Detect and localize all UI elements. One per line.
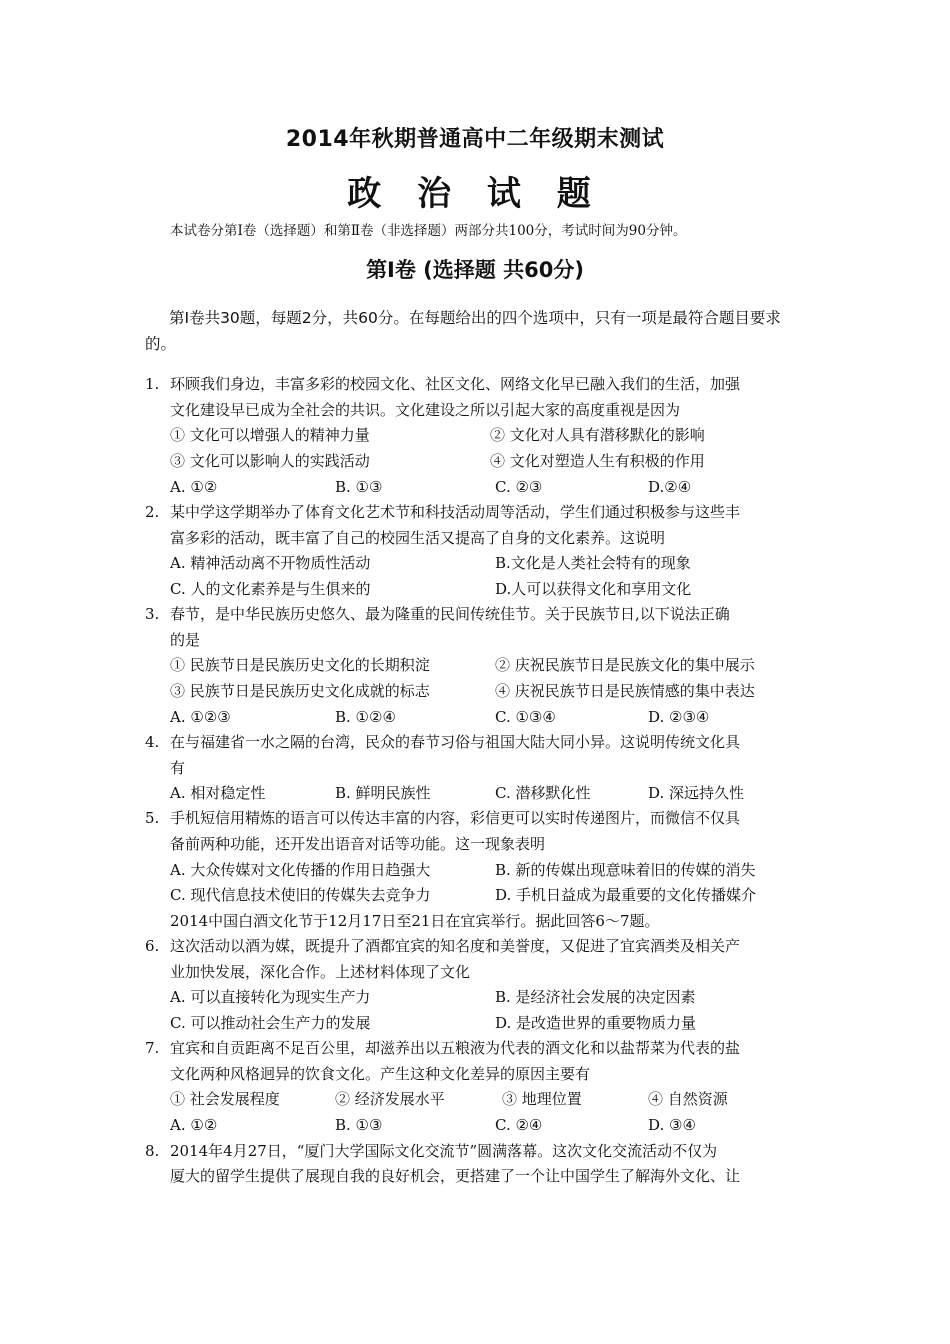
option-b: B. 是经济社会发展的决定因素 (495, 988, 696, 1006)
statement: ③ 地理位置 (502, 1090, 582, 1108)
section-instruction: 第Ⅰ卷共30题，每题2分，共60分。在每题给出的四个选项中，只有一项是最符合题目要求的。 (145, 309, 781, 353)
option-b: B. ①③ (335, 478, 383, 496)
question-stem: 厦大的留学生提供了展现自我的良好机会，更搭建了一个让中国学生了解海外文化、让 (170, 1167, 741, 1185)
question-number: 2. (145, 503, 160, 521)
statement: ③ 民族节日是民族历史文化成就的标志 (170, 682, 430, 700)
option-b: B.文化是人类社会特有的现象 (495, 554, 691, 572)
option-d: D.②④ (648, 478, 692, 496)
option-a: A. 精神活动离不开物质性活动 (170, 554, 371, 572)
question-stem: 手机短信用精炼的语言可以传达丰富的内容，彩信更可以实时传递图片，而微信不仅具 (170, 809, 741, 827)
option-b: B. ①③ (335, 1116, 383, 1134)
question-number: 4. (145, 733, 160, 751)
option-c: C. 可以推动社会生产力的发展 (170, 1014, 371, 1032)
question-stem: 文化两种风格迥异的饮食文化。产生这种文化差异的原因主要有 (170, 1065, 591, 1083)
option-a: A. ①② (170, 1116, 218, 1134)
option-b: B. 新的传媒出现意味着旧的传媒的消失 (495, 861, 756, 879)
question-stem: 备前两种功能，还开发出语音对话等功能。这一现象表明 (170, 835, 546, 853)
option-a: A. ①②③ (170, 708, 231, 726)
option-c: C. 人的文化素养是与生俱来的 (170, 580, 371, 598)
question-stem: 某中学这学期举办了体育文化艺术节和科技活动周等活动，学生们通过积极参与这些丰 (170, 503, 741, 521)
statement: ④ 自然资源 (648, 1090, 728, 1108)
question-number: 1. (145, 375, 160, 393)
question-stem: 春节，是中华民族历史悠久、最为隆重的民间传统佳节。关于民族节日,以下说法正确 (170, 605, 730, 623)
option-c: C. ②④ (495, 1116, 543, 1134)
question-stem: 有 (170, 759, 186, 777)
statement: ① 民族节日是民族历史文化的长期积淀 (170, 656, 430, 674)
subject-title: 政 治 试 题 (347, 174, 603, 214)
option-b: B. ①②④ (335, 708, 396, 726)
question-number: 8. (145, 1142, 160, 1160)
option-a: A. 相对稳定性 (170, 784, 266, 802)
question-number: 5. (145, 809, 160, 827)
question-stem: 富多彩的活动，既丰富了自己的校园生活又提高了自身的文化素养。这说明 (170, 529, 666, 547)
material-text: 2014中国白酒文化节于12月17日至21日在宜宾举行。据此回答6～7题。 (170, 912, 660, 930)
option-a: A. 大众传媒对文化传播的作用日趋强大 (170, 861, 431, 879)
statement: ④ 文化对塑造人生有积极的作用 (490, 452, 705, 470)
statement: ① 文化可以增强人的精神力量 (170, 426, 370, 444)
question-stem: 文化建设早已成为全社会的共识。文化建设之所以引起大家的高度重视是因为 (170, 401, 681, 419)
statement: ③ 文化可以影响人的实践活动 (170, 452, 370, 470)
statement: ① 社会发展程度 (170, 1090, 280, 1108)
section-title: 第Ⅰ卷 (选择题 共60分) (366, 258, 584, 282)
option-c: C. 现代信息技术使旧的传媒失去竞争力 (170, 886, 431, 904)
exam-title: 2014年秋期普通高中二年级期末测试 (285, 127, 665, 152)
question-stem: 2014年4月27日，“厦门大学国际文化交流节”圆满落幕。这次文化交流活动不仅为 (170, 1142, 718, 1160)
statement: ② 庆祝民族节日是民族文化的集中展示 (495, 656, 755, 674)
option-d: D. 是改造世界的重要物质力量 (495, 1014, 697, 1032)
question-stem: 环顾我们身边，丰富多彩的校园文化、社区文化、网络文化早已融入我们的生活，加强 (170, 375, 741, 393)
option-c: C. 潜移默化性 (495, 784, 591, 802)
statement: ② 经济发展水平 (335, 1090, 445, 1108)
question-stem: 这次活动以酒为媒，既提升了酒都宜宾的知名度和美誉度，又促进了宜宾酒类及相关产 (170, 937, 741, 955)
option-a: A. ①② (170, 478, 218, 496)
exam-intro: 本试卷分第Ⅰ卷（选择题）和第Ⅱ卷（非选择题）两部分共100分，考试时间为90分钟。 (170, 223, 687, 239)
statement: ④ 庆祝民族节日是民族情感的集中表达 (495, 682, 755, 700)
option-d: D. 深远持久性 (648, 784, 745, 802)
question-stem: 业加快发展，深化合作。上述材料体现了文化 (170, 963, 471, 981)
option-d: D. ③④ (648, 1116, 696, 1134)
option-c: C. ①③④ (495, 708, 556, 726)
statement: ② 文化对人具有潜移默化的影响 (490, 426, 705, 444)
question-stem: 宜宾和自贡距离不足百公里，却滋养出以五粮液为代表的酒文化和以盐帮菜为代表的盐 (170, 1039, 741, 1057)
question-number: 3. (145, 605, 160, 623)
question-number: 6. (145, 937, 160, 955)
option-a: A. 可以直接转化为现实生产力 (170, 988, 371, 1006)
option-d: D. ②③④ (648, 708, 710, 726)
option-c: C. ②③ (495, 478, 543, 496)
question-stem: 在与福建省一水之隔的台湾，民众的春节习俗与祖国大陆大同小异。这说明传统文化具 (170, 733, 741, 751)
option-d: D.人可以获得文化和享用文化 (495, 580, 692, 598)
question-stem: 的是 (170, 631, 201, 649)
question-number: 7. (145, 1039, 160, 1057)
option-b: B. 鲜明民族性 (335, 784, 431, 802)
option-d: D. 手机日益成为最重要的文化传播媒介 (495, 886, 757, 904)
